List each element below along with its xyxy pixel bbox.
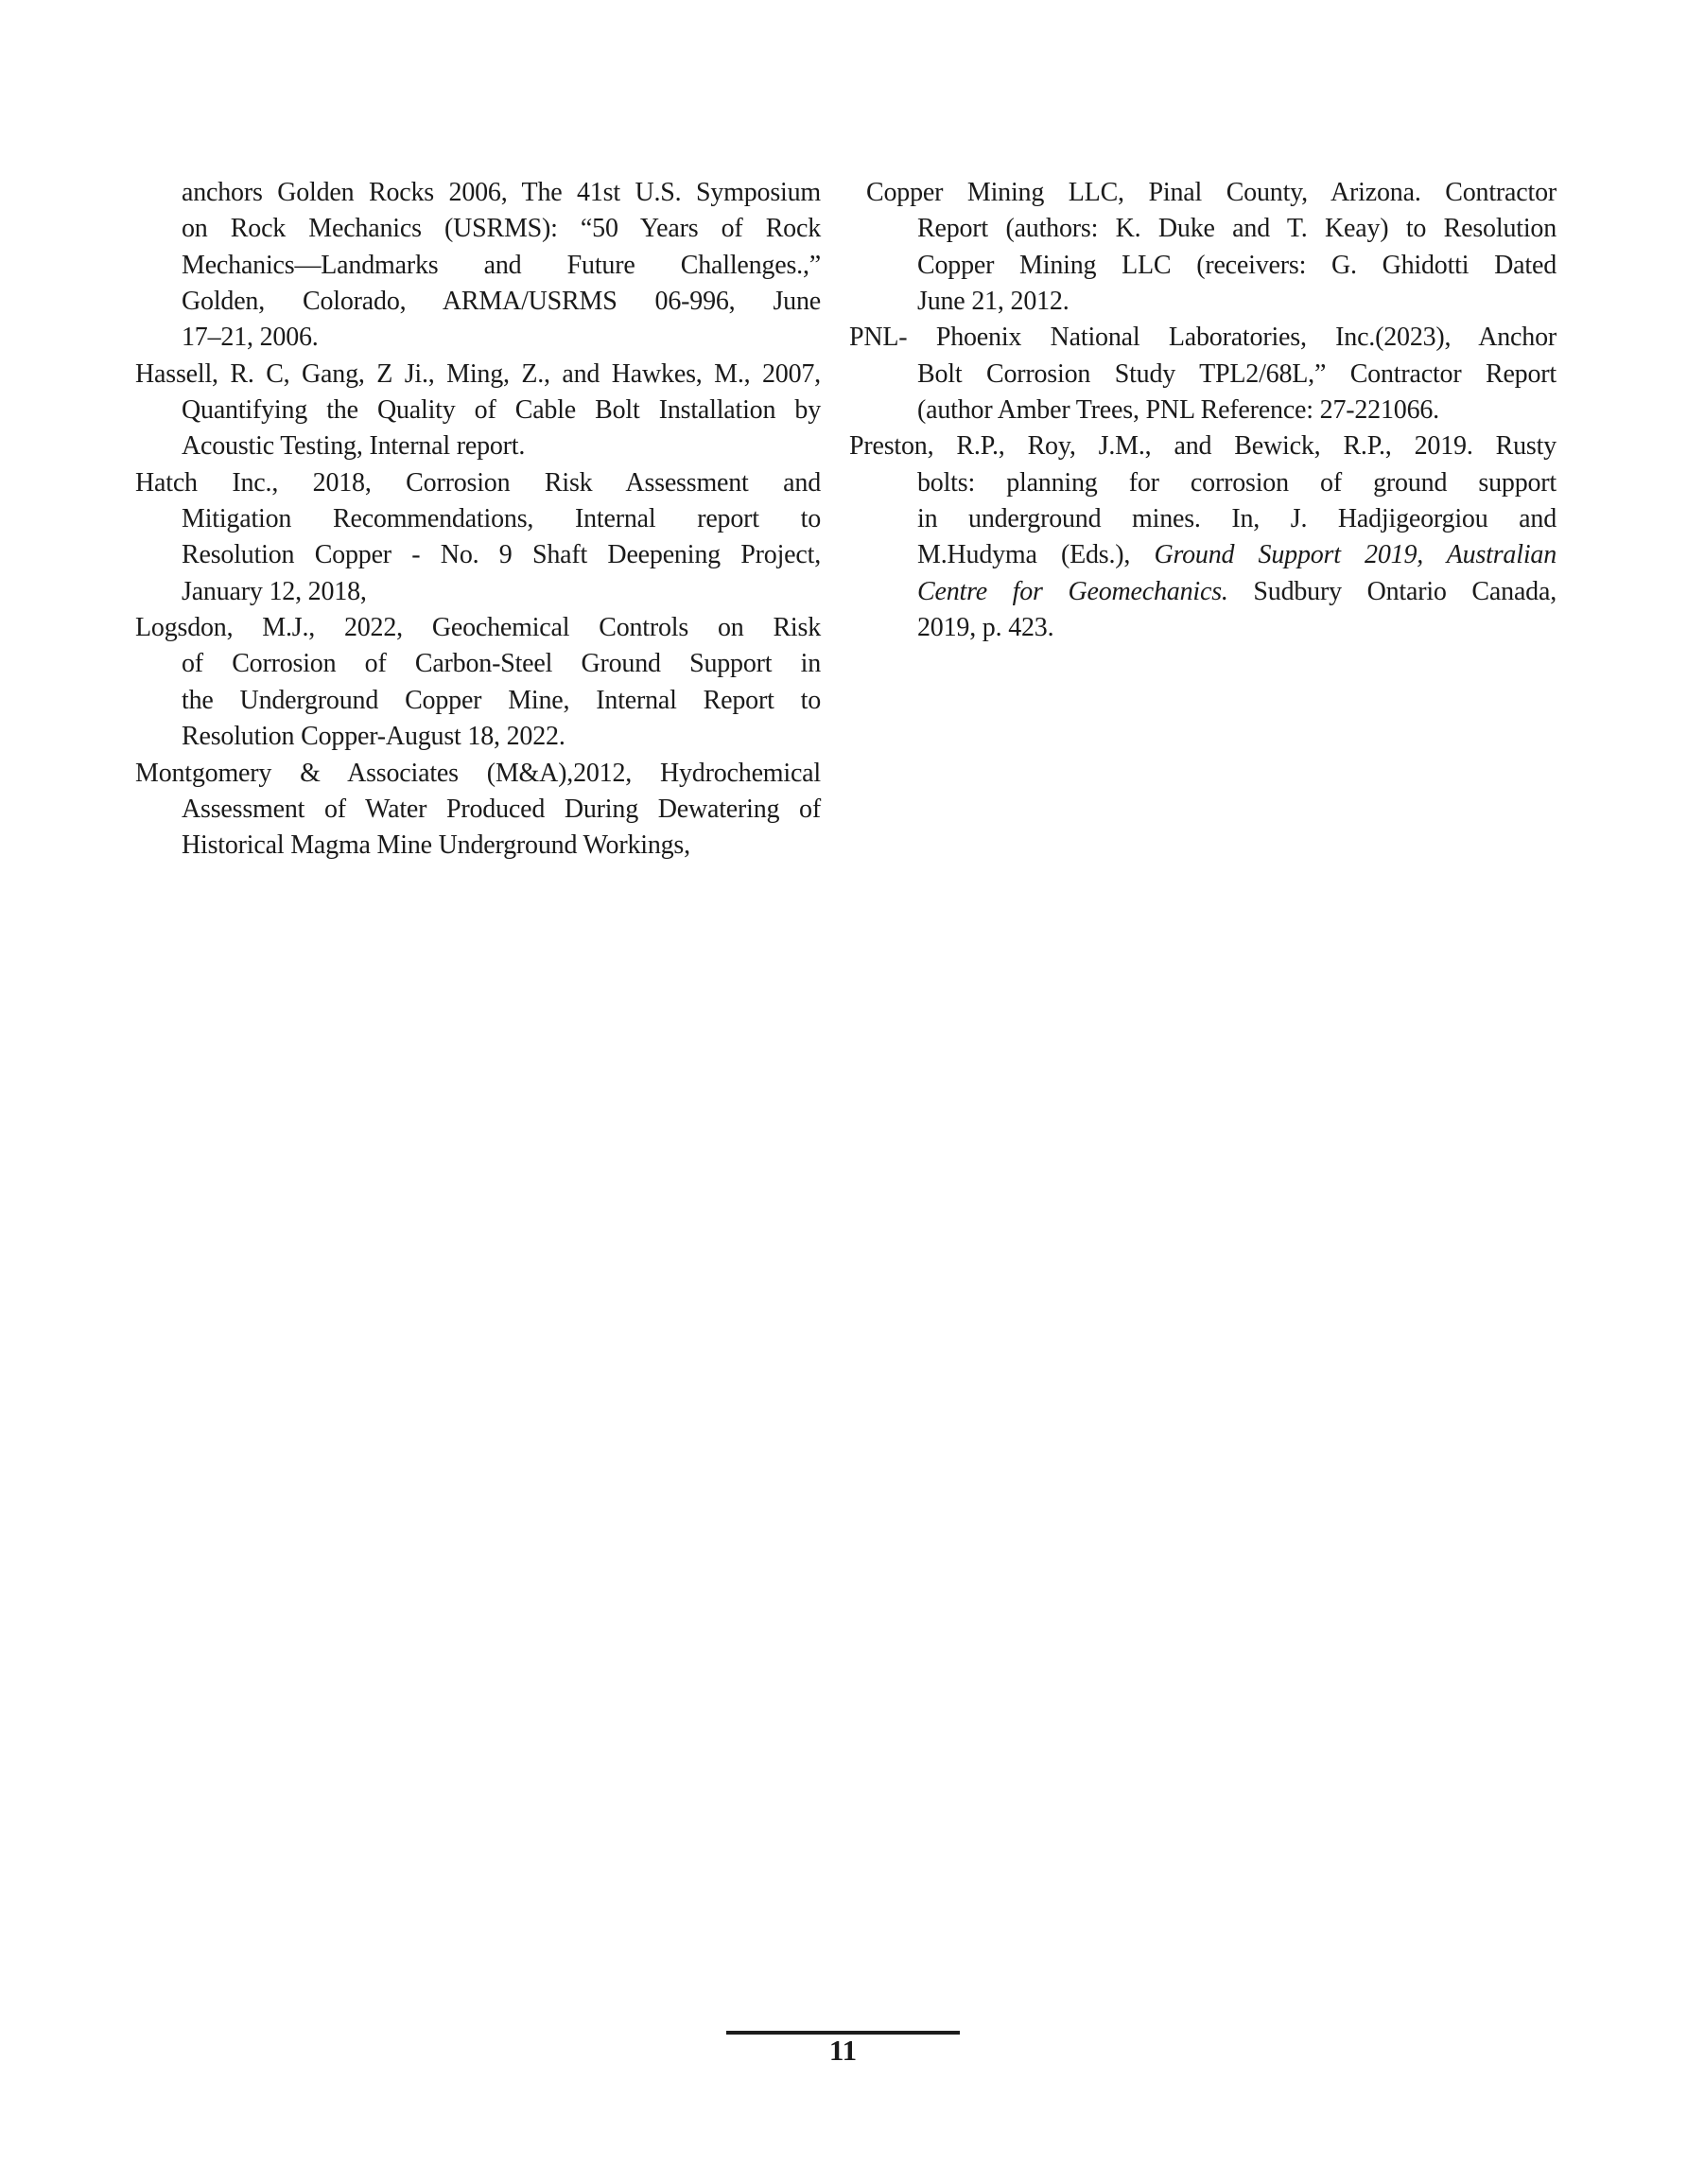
reference-text: Golden, Colorado, ARMA/USRMS 06-996, June bbox=[182, 287, 821, 317]
reference-line bbox=[135, 284, 821, 320]
reference-text: Hatch Inc., 2018, Corrosion Risk Assessment and bbox=[135, 467, 821, 498]
reference-text: Hassell, R. C, Gang, Z Ji., Ming, Z., and Hawkes, M., 2007, bbox=[135, 358, 821, 389]
reference-line bbox=[135, 428, 821, 464]
reference-text: Mechanics—Landmarks and Future Challenges.,” bbox=[182, 250, 821, 280]
reference-line bbox=[135, 646, 821, 682]
reference-line bbox=[135, 574, 821, 610]
reference-line bbox=[849, 610, 1557, 646]
reference-line bbox=[135, 393, 821, 428]
reference-italic-text: Ground Support 2019, Australian bbox=[1154, 540, 1557, 570]
reference-line bbox=[135, 610, 821, 646]
reference-line bbox=[849, 501, 1557, 537]
reference-text: Mitigation Recommendations, Internal report to bbox=[182, 504, 821, 534]
reference-text: the Underground Copper Mine, Internal Report to bbox=[182, 685, 821, 715]
reference-line bbox=[849, 248, 1557, 284]
reference-line bbox=[849, 465, 1557, 501]
reference-text: bolts: planning for corrosion of ground support bbox=[917, 467, 1557, 498]
reference-text: PNL- Phoenix National Laboratories, Inc.(2023), Anchor bbox=[849, 323, 1557, 353]
reference-line bbox=[135, 175, 821, 211]
reference-text: Bolt Corrosion Study TPL2/68L,” Contractor Report bbox=[917, 358, 1557, 389]
reference-text: Report (authors: K. Duke and T. Keay) to Resolution bbox=[917, 214, 1557, 244]
page-number: 11 bbox=[828, 2034, 858, 2067]
reference-text: Resolution Copper - No. 9 Shaft Deepening Project, bbox=[182, 540, 821, 570]
reference-line bbox=[849, 537, 1557, 573]
reference-line bbox=[849, 211, 1557, 247]
reference-text: Resolution Copper-August 18, 2022. bbox=[182, 722, 565, 752]
reference-italic-text: Centre for Geomechanics. bbox=[917, 576, 1228, 606]
reference-text: on Rock Mechanics (USRMS): “50 Years of Rock bbox=[182, 214, 821, 244]
reference-text: 17–21, 2006. bbox=[182, 323, 319, 353]
reference-line bbox=[849, 357, 1557, 393]
references-column-left bbox=[135, 175, 821, 865]
reference-line bbox=[135, 683, 821, 719]
reference-text: Montgomery & Associates (M&A),2012, Hydrochemical bbox=[135, 758, 821, 788]
reference-text: Assessment of Water Produced During Dewatering of bbox=[182, 794, 821, 824]
reference-text: (author Amber Trees, PNL Reference: 27-221066. bbox=[917, 395, 1439, 426]
reference-text: in underground mines. In, J. Hadjigeorgiou and bbox=[917, 504, 1557, 534]
reference-text: Copper Mining LLC (receivers: G. Ghidotti Dated bbox=[917, 250, 1557, 280]
reference-text: M.Hudyma (Eds.), bbox=[917, 540, 1155, 570]
reference-text: Historical Magma Mine Underground Workings, bbox=[182, 830, 690, 861]
reference-line bbox=[849, 393, 1557, 428]
reference-text: Preston, R.P., Roy, J.M., and Bewick, R.P., 2019. Rusty bbox=[849, 431, 1557, 462]
references-column-right bbox=[849, 175, 1557, 646]
reference-text: Logsdon, M.J., 2022, Geochemical Controls on Risk bbox=[135, 613, 821, 643]
reference-text: 2019, p. 423. bbox=[917, 613, 1054, 643]
reference-text: Copper Mining LLC, Pinal County, Arizona. Contractor bbox=[866, 178, 1557, 207]
reference-line bbox=[849, 574, 1557, 610]
reference-text: Sudbury Ontario Canada, bbox=[1227, 576, 1557, 606]
reference-text: Quantifying the Quality of Cable Bolt Installation by bbox=[182, 395, 821, 426]
reference-text: January 12, 2018, bbox=[182, 576, 367, 606]
reference-line bbox=[135, 211, 821, 247]
reference-line bbox=[849, 175, 1557, 211]
reference-line bbox=[849, 284, 1557, 320]
reference-line bbox=[849, 428, 1557, 464]
reference-line bbox=[135, 501, 821, 537]
reference-line bbox=[135, 756, 821, 792]
reference-line bbox=[135, 248, 821, 284]
reference-line bbox=[135, 320, 821, 356]
reference-line bbox=[135, 719, 821, 755]
reference-line bbox=[135, 465, 821, 501]
reference-text: of Corrosion of Carbon-Steel Ground Support in bbox=[182, 649, 821, 679]
reference-text: anchors Golden Rocks 2006, The 41st U.S. Symposium bbox=[182, 178, 821, 207]
reference-line bbox=[135, 357, 821, 393]
reference-text: Acoustic Testing, Internal report. bbox=[182, 431, 526, 462]
reference-line bbox=[135, 792, 821, 828]
reference-line bbox=[135, 537, 821, 573]
reference-text: June 21, 2012. bbox=[917, 287, 1070, 317]
reference-line bbox=[135, 828, 821, 864]
reference-line bbox=[849, 320, 1557, 356]
